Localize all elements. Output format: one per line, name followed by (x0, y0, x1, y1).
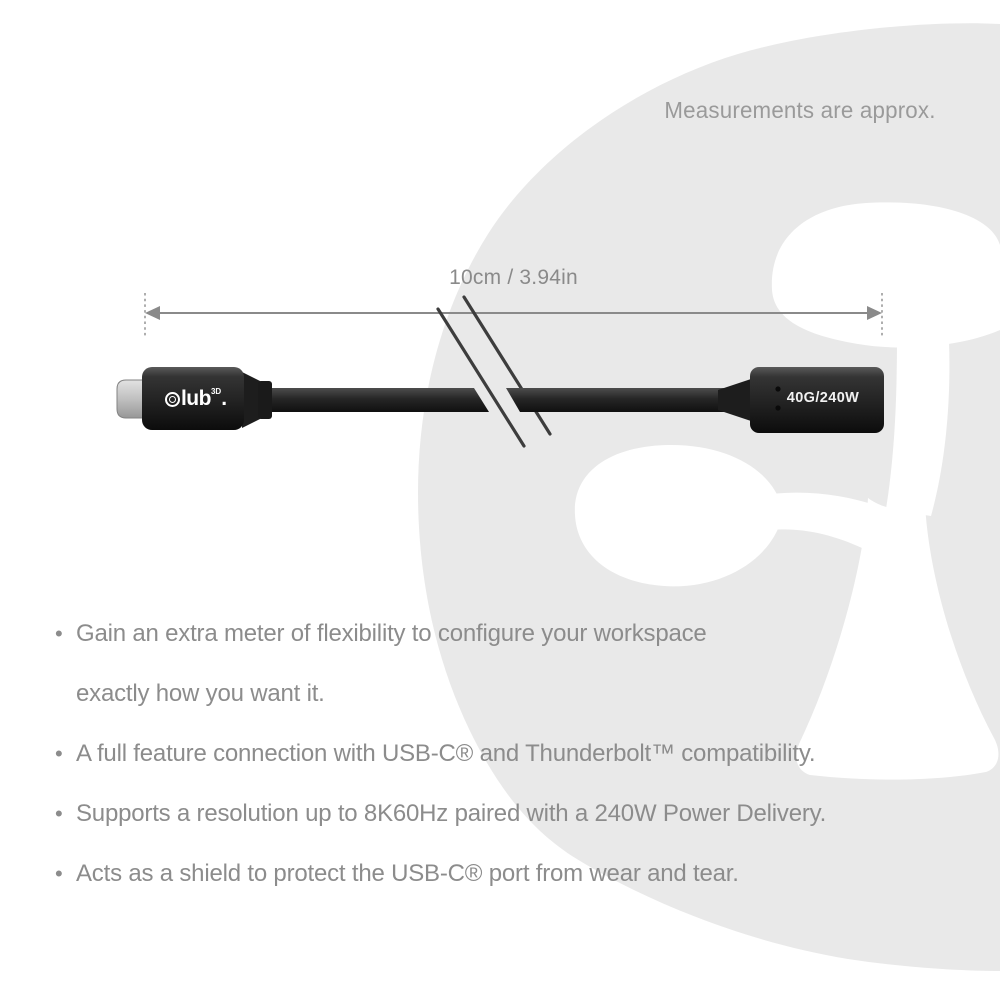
cable-segment-right (506, 388, 750, 412)
dimension-line (145, 293, 882, 338)
cable-break-icon (438, 297, 550, 446)
club3d-logo (150, 383, 242, 415)
cable-segment-left (266, 388, 489, 412)
feature-text: Acts as a shield to protect the USB-C® port from wear and tear. (76, 860, 739, 887)
feature-text: Gain an extra meter of flexibility to configure your workspace (76, 620, 707, 647)
feature-text: Supports a resolution up to 8K60Hz paired with a 240W Power Delivery. (76, 800, 827, 827)
dimension-label: 10cm / 3.94in (449, 266, 578, 289)
feature-text: exactly how you want it. (76, 680, 325, 707)
feature-text: A full feature connection with USB-C® and Thunderbolt™ compatibility. (76, 740, 816, 767)
feature-list (55, 604, 965, 904)
spec-label: 40G/240W (786, 390, 860, 406)
feature-line (55, 604, 965, 664)
feature-line (55, 724, 965, 784)
feature-line-continuation (55, 664, 965, 724)
bullet-icon: • (55, 741, 63, 766)
arrow-left-icon (145, 306, 160, 320)
strain-relief-right (718, 378, 754, 422)
arrow-right-icon (867, 306, 882, 320)
bullet-icon: • (55, 621, 63, 646)
logo-dot: . (221, 387, 228, 410)
logo-superscript: 3D (210, 386, 222, 396)
club3d-ring-icon (165, 392, 180, 407)
logo-text: lub (180, 387, 211, 410)
feature-line (55, 844, 965, 904)
feature-line (55, 784, 965, 844)
bullet-icon: • (55, 861, 63, 886)
bullet-icon: • (55, 801, 63, 826)
measurements-note: Measurements are approx. (664, 97, 936, 123)
